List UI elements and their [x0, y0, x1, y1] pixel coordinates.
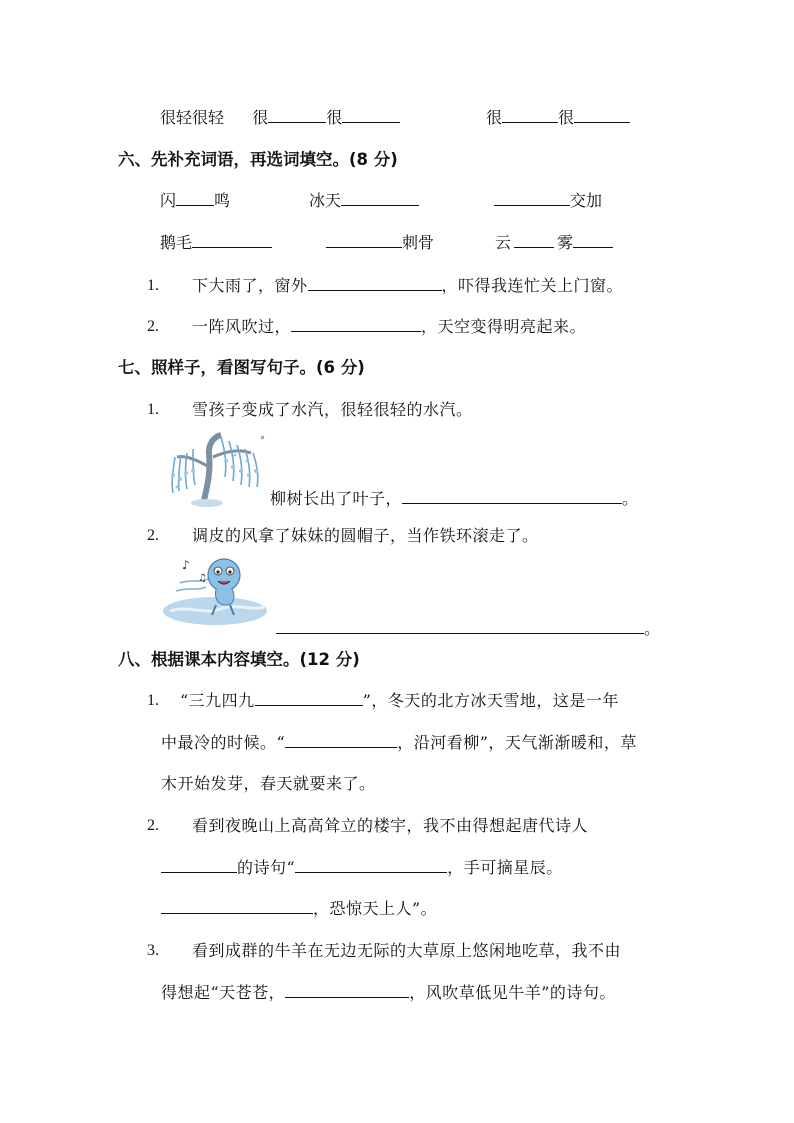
sec7-q1-answer	[270, 489, 639, 509]
hen-char: 很	[252, 108, 269, 127]
blank-field[interactable]	[255, 691, 363, 706]
example-word: 很轻很轻	[160, 108, 225, 127]
question-text: ，手可摘星辰。	[447, 858, 563, 877]
blank-field[interactable]	[574, 108, 630, 123]
question-text: ，吓得我连忙关上门窗。	[441, 276, 624, 295]
blank-field[interactable]	[161, 858, 237, 873]
question-text: 中最冷的时候。“	[161, 733, 286, 752]
blank-field[interactable]	[494, 191, 570, 206]
sec6-q2	[192, 317, 586, 337]
sec8-q1-line1	[180, 691, 619, 711]
word-text: 雾	[557, 233, 574, 252]
blank-field[interactable]	[276, 619, 644, 634]
question-text: 柳树长出了叶子，	[270, 489, 403, 508]
question-text: ，天空变得明亮起来。	[421, 317, 587, 336]
blank-field[interactable]	[573, 233, 613, 248]
blank-field[interactable]	[291, 317, 421, 332]
question-number: 2.	[147, 318, 159, 335]
question-text: ”，冬天的北方冰天雪地，这是一年	[362, 691, 619, 710]
svg-text:♫: ♫	[198, 573, 207, 584]
word-item-3	[494, 191, 602, 211]
sec8-q1-line3: 木开始发芽，春天就要来了。	[161, 774, 376, 793]
blank-field[interactable]	[514, 233, 554, 248]
word-text: 云	[495, 233, 512, 252]
blank-field[interactable]	[161, 899, 313, 914]
question-number: 1.	[147, 401, 159, 418]
top-row	[160, 108, 400, 128]
question-text: ，风吹草低见牛羊”的诗句。	[409, 983, 616, 1002]
top-row-right	[486, 108, 630, 128]
blank-field[interactable]	[308, 276, 442, 291]
question-text: ，恐惊天上人”。	[313, 899, 438, 918]
sec7-example-1: 雪孩子变成了水汽，很轻很轻的水汽。	[192, 400, 473, 419]
question-number: 1.	[147, 277, 159, 294]
word-text: 鸣	[214, 191, 231, 210]
question-text: “三九四九	[180, 691, 255, 710]
word-text: 交加	[570, 191, 603, 210]
svg-text:♪: ♪	[182, 558, 190, 572]
question-text: 得想起“天苍苍，	[161, 983, 286, 1002]
question-number: 1.	[147, 692, 159, 709]
sec6-q1	[192, 276, 623, 296]
question-number: 2.	[147, 817, 159, 834]
question-text: 一阵风吹过，	[192, 317, 292, 336]
section-8-title: 八、根据课本内容填空。(12 分)	[118, 650, 360, 669]
blank-field[interactable]	[176, 191, 214, 206]
blank-field[interactable]	[502, 108, 558, 123]
word-text: 刺骨	[402, 233, 435, 252]
word-item-5	[326, 233, 434, 253]
sec8-q2-line2	[161, 858, 563, 878]
hen-char: 很	[558, 108, 575, 127]
question-number: 3.	[147, 942, 159, 959]
question-number: 2.	[147, 527, 159, 544]
section-6-title: 六、先补充词语，再选词填空。(8 分)	[118, 150, 398, 169]
hen-char: 很	[326, 108, 343, 127]
period-text: 。	[644, 619, 661, 638]
blank-field[interactable]	[342, 108, 400, 123]
willow-tree-image	[163, 427, 269, 509]
blank-field[interactable]	[326, 233, 402, 248]
hen-char: 很	[486, 108, 503, 127]
question-text: 的诗句“	[237, 858, 296, 877]
word-text: 冰天	[309, 191, 342, 210]
sec7-q2-answer	[276, 619, 660, 639]
blank-field[interactable]	[285, 983, 409, 998]
sec8-q3-line1: 看到成群的牛羊在无边无际的大草原上悠闲地吃草，我不由	[192, 941, 622, 960]
blank-field[interactable]	[341, 191, 419, 206]
period-text: 。	[622, 489, 639, 508]
wind-character-image	[160, 553, 270, 629]
section-7-title: 七、照样子，看图写句子。(6 分)	[118, 358, 365, 377]
word-item-1	[160, 191, 230, 211]
word-item-6	[495, 233, 613, 253]
word-item-4	[160, 233, 272, 253]
word-text: 闪	[160, 191, 177, 210]
blank-field[interactable]	[402, 489, 622, 504]
word-item-2	[309, 191, 419, 211]
blank-field[interactable]	[285, 733, 397, 748]
sec7-example-2: 调皮的风拿了妹妹的圆帽子，当作铁环滚走了。	[192, 526, 539, 545]
blank-field[interactable]	[268, 108, 326, 123]
sec8-q1-line2	[161, 733, 637, 753]
question-text: ，沿河看柳”，天气渐渐暖和，草	[397, 733, 637, 752]
sec8-q3-line2	[161, 983, 616, 1003]
question-text: 下大雨了，窗外	[192, 276, 308, 295]
sec8-q2-line3	[161, 899, 437, 919]
sec8-q2-line1: 看到夜晚山上高高耸立的楼宇，我不由得想起唐代诗人	[192, 816, 589, 835]
blank-field[interactable]	[295, 858, 447, 873]
blank-field[interactable]	[192, 233, 272, 248]
word-text: 鹅毛	[160, 233, 193, 252]
